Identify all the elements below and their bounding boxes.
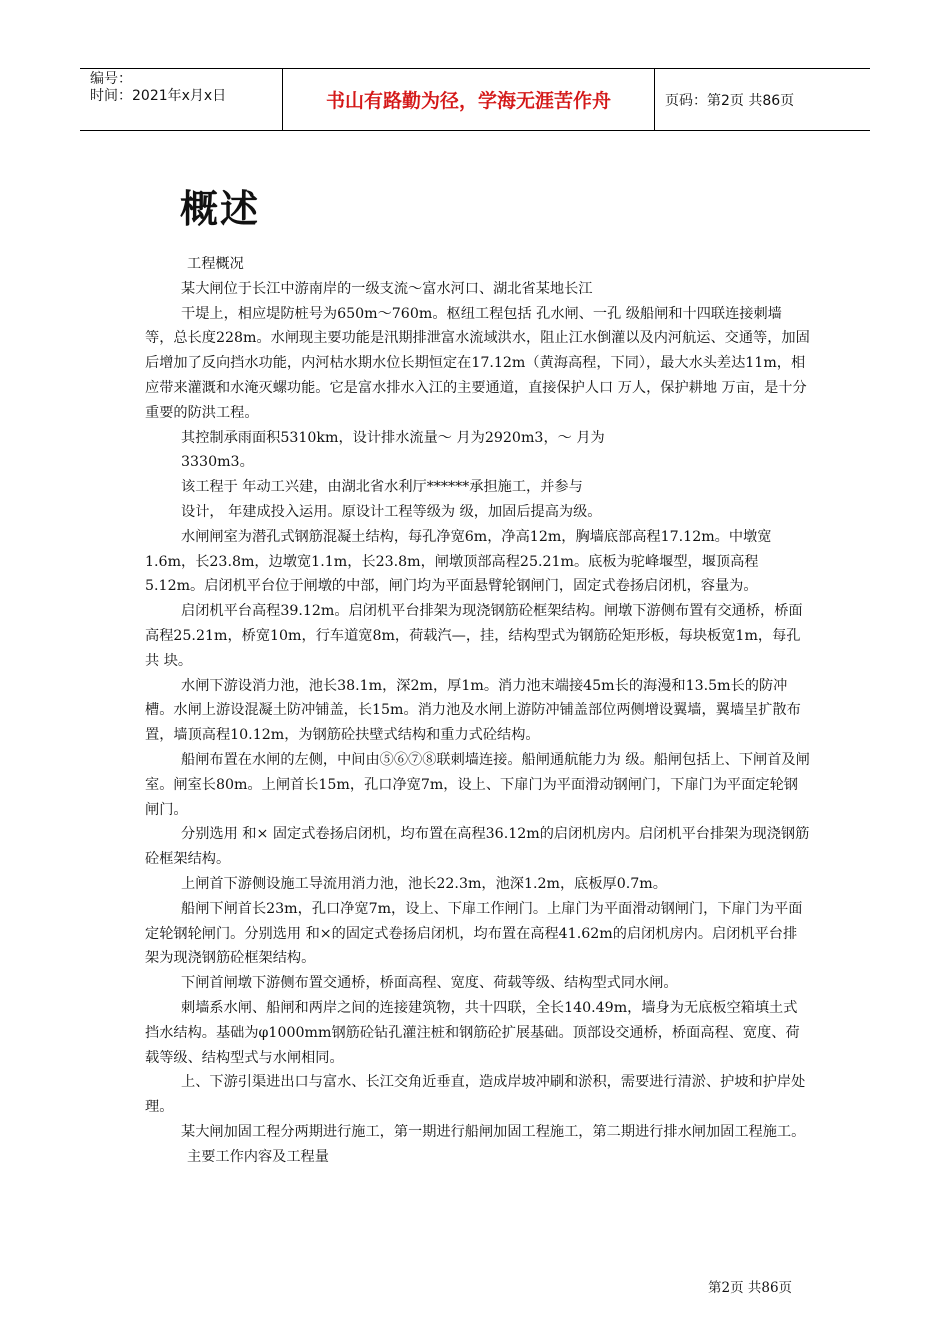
paragraph: 设计， 年建成投入运用。原设计工程等级为 级，加固后提高为级。 bbox=[181, 503, 602, 520]
header-meta bbox=[80, 69, 282, 130]
paragraph: 水闸闸室为潜孔式钢筋混凝土结构，每孔净宽6m，净高12m，胸墙底部高程17.12m。中墩宽1.6m，长23.8m，边墩宽1.1m，长23.8m，闸墩顶部高程25.21m。底板为驼峰堰型，堰顶高程5.12m。启闭机平台位于闸墩的中部，闸门均为平面悬臂轮钢闸门，固定式卷扬启闭机，容量为。 bbox=[145, 528, 772, 595]
paragraph: 水闸下游设消力池，池长38.1m，深2m，厚1m。消力池末端接45m长的海漫和13.5m长的防冲槽。水闸上游设混凝土防冲铺盖，长15m。消力池及水闸上游防冲铺盖部位两侧增设翼墙，翼墙呈扩散布置，墙顶高程10.12m，为钢筋砼扶壁式结构和重力式砼结构。 bbox=[145, 677, 801, 744]
paragraph: 某大闸加固工程分两期进行施工，第一期进行船闸加固工程施工，第二期进行排水闸加固工程施工。 bbox=[181, 1123, 806, 1140]
paragraph: 船闸布置在水闸的左侧，中间由⑤⑥⑦⑧联刺墙连接。船闸通航能力为 级。船闸包括上、下闸首及闸室。闸室长80m。上闸首长15m，孔口净宽7m，设上、下扉门为平面滑动钢闸门，下扉门为平面定轮钢闸门。 bbox=[145, 751, 810, 818]
page-header bbox=[80, 68, 870, 131]
header-motto: 书山有路勤为径，学海无涯苦作舟 bbox=[282, 69, 655, 130]
subheading-project-overview: 工程概况 bbox=[187, 256, 244, 272]
paragraph: 上闸首下游侧设施工导流用消力池，池长22.3m，池深1.2m，底板厚0.7m。 bbox=[181, 875, 667, 892]
paragraph: 该工程于 年动工兴建，由湖北省水利厅******承担施工，并参与 bbox=[181, 479, 583, 496]
paragraph: 干堤上，相应堤防桩号为650m～760m。枢纽工程包括 孔水闸、一孔 级船闸和十四联连接刺墙等，总长度228m。水闸现主要功能是汛期排泄富水流域洪水，阻止江水倒灌以及内河航运、交通等，加固后增加了反向挡水功能，内河枯水期水位长期恒定在17.12m（黄海高程，下同），最大水头差达11m，相应带来灌溉和水淹灭螺功能。它是富水排水入江的主要通道，直接保护人口 万人，保护耕地 万亩，是十分重要的防洪工程。 bbox=[145, 305, 810, 421]
header-page-code: 页码：第2页 共86页 bbox=[665, 92, 795, 109]
paragraph: 下闸首闸墩下游侧布置交通桥，桥面高程、宽度、荷载等级、结构型式同水闸。 bbox=[181, 975, 678, 992]
page-footer: 第2页 共86页 bbox=[708, 1280, 793, 1296]
document-time: 时间：2021年x月x日 bbox=[90, 88, 227, 104]
paragraph: 刺墙系水闸、船闸和两岸之间的连接建筑物，共十四联，全长140.49m，墙身为无底板空箱填土式挡水结构。基础为φ1000mm钢筋砼钻孔灌注桩和钢筋砼扩展基础。顶部设交通桥，桥面高程、宽度、荷载等级、结构型式与水闸相同。 bbox=[145, 999, 800, 1066]
document-number-label: 编号： bbox=[90, 71, 132, 87]
paragraph: 其控制承雨面积5310km，设计排水流量～ 月为2920m3，～ 月为 bbox=[181, 429, 605, 446]
paragraph: 3330m3。 bbox=[181, 454, 254, 471]
document-body bbox=[145, 252, 810, 1169]
paragraph: 某大闸位于长江中游南岸的一级支流～富水河口、湖北省某地长江 bbox=[181, 280, 593, 297]
paragraph: 船闸下闸首长23m，孔口净宽7m，设上、下扉工作闸门。上扉门为平面滑动钢闸门，下扉门为平面定轮钢轮闸门。分别选用 和×的固定式卷扬启闭机，均布置在高程41.62m的启闭机房内。启闭机平台排架为现浇钢筋砼框架结构。 bbox=[145, 900, 803, 967]
subheading-main-work: 主要工作内容及工程量 bbox=[187, 1148, 329, 1165]
paragraph: 分别选用 和× 固定式卷扬启闭机，均布置在高程36.12m的启闭机房内。启闭机平台排架为现浇钢筋砼框架结构。 bbox=[145, 826, 810, 868]
paragraph: 启闭机平台高程39.12m。启闭机平台排架为现浇钢筋砼框架结构。闸墩下游侧布置有交通桥，桥面高程25.21m，桥宽10m，行车道宽8m，荷载汽—，挂，结构型式为钢筋砼矩形板，每块板宽1m，每孔共 块。 bbox=[145, 603, 803, 669]
paragraph: 上、下游引渠进出口与富水、长江交角近垂直，造成岸坡冲刷和淤积，需要进行清淤、护坡和护岸处理。 bbox=[145, 1074, 806, 1116]
section-title: 概述 bbox=[180, 187, 261, 231]
